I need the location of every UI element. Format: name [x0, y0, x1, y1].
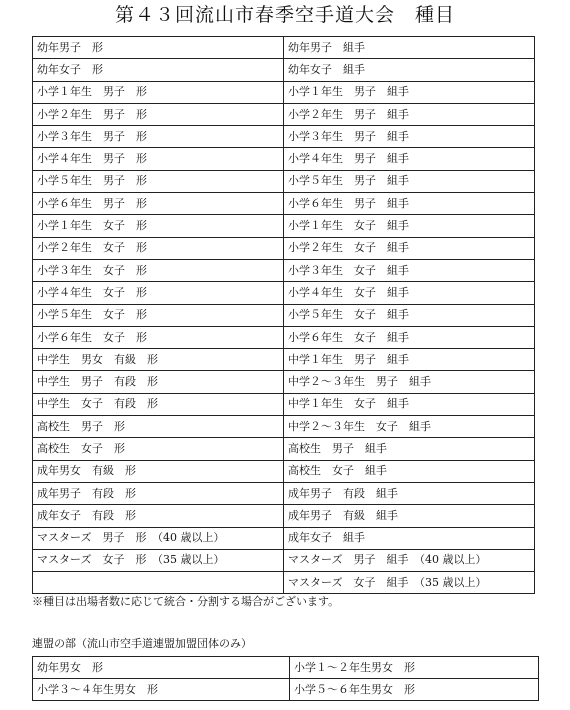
renmei-event-row [33, 679, 539, 701]
kata-event-cell: 中学生 女子 有段 形 [33, 393, 284, 415]
event-row [33, 460, 535, 482]
kumite-event-cell: 小学１年生 女子 組手 [284, 215, 535, 237]
kumite-event-cell: 幼年女子 組手 [284, 59, 535, 81]
kata-event-cell: 小学３〜４年生男女 形 [33, 679, 290, 701]
kata-event-cell: 小学１年生 男子 形 [33, 81, 284, 103]
kata-event-cell: 小学５年生 女子 形 [33, 304, 284, 326]
event-row [33, 326, 535, 348]
event-row [33, 215, 535, 237]
kata-event-cell: 成年女子 有段 形 [33, 505, 284, 527]
kumite-event-cell: マスターズ 男子 組手 （40 歳以上） [284, 549, 535, 571]
kumite-event-cell: 小学２年生 男子 組手 [284, 103, 535, 125]
renmei-table-body [33, 657, 539, 701]
renmei-events-table [32, 656, 539, 701]
kumite-event-cell: マスターズ 女子 組手 （35 歳以上） [284, 572, 535, 594]
kumite-event-cell: 成年男子 有級 組手 [284, 505, 535, 527]
kata-event-cell: 小学４年生 女子 形 [33, 282, 284, 304]
kumite-event-cell: 中学２〜３年生 男子 組手 [284, 371, 535, 393]
event-row [33, 37, 535, 59]
kumite-event-cell: 小学３年生 女子 組手 [284, 259, 535, 281]
event-row [33, 572, 535, 594]
event-row [33, 81, 535, 103]
kumite-event-cell: 中学１年生 女子 組手 [284, 393, 535, 415]
kumite-event-cell: 成年男子 有段 組手 [284, 482, 535, 504]
kata-event-cell: 中学生 男女 有級 形 [33, 349, 284, 371]
event-row [33, 393, 535, 415]
kata-event-cell: 中学生 男子 有段 形 [33, 371, 284, 393]
kumite-event-cell: 小学５年生 女子 組手 [284, 304, 535, 326]
event-row [33, 549, 535, 571]
event-row [33, 304, 535, 326]
event-row [33, 59, 535, 81]
kata-event-cell: 幼年男子 形 [33, 37, 284, 59]
event-row [33, 259, 535, 281]
event-row [33, 505, 535, 527]
events-table-body [33, 37, 535, 594]
kumite-event-cell: 小学１〜２年生男女 形 [290, 657, 539, 679]
kata-event-cell: 小学３年生 男子 形 [33, 126, 284, 148]
kumite-event-cell: 中学２〜３年生 女子 組手 [284, 416, 535, 438]
event-row [33, 282, 535, 304]
kata-event-cell: 小学３年生 女子 形 [33, 259, 284, 281]
event-row [33, 148, 535, 170]
kata-event-cell: 小学４年生 男子 形 [33, 148, 284, 170]
event-row [33, 237, 535, 259]
kumite-event-cell: 幼年男子 組手 [284, 37, 535, 59]
renmei-heading: 連盟の部（流山市空手道連盟加盟団体のみ） [32, 637, 252, 650]
kumite-event-cell: 小学２年生 女子 組手 [284, 237, 535, 259]
kata-event-cell: 小学１年生 女子 形 [33, 215, 284, 237]
kumite-event-cell: 成年女子 組手 [284, 527, 535, 549]
kumite-event-cell: 小学６年生 女子 組手 [284, 326, 535, 348]
event-row [33, 371, 535, 393]
kata-event-cell: マスターズ 女子 形 （35 歳以上） [33, 549, 284, 571]
kata-event-cell: 小学２年生 男子 形 [33, 103, 284, 125]
kata-event-cell: 小学２年生 女子 形 [33, 237, 284, 259]
kata-event-cell: マスターズ 男子 形 （40 歳以上） [33, 527, 284, 549]
event-row [33, 438, 535, 460]
kata-event-cell: 成年男女 有級 形 [33, 460, 284, 482]
note-text: ※種目は出場者数に応じて統合・分割する場合がございます。 [32, 595, 340, 608]
event-row [33, 193, 535, 215]
kumite-event-cell: 小学４年生 男子 組手 [284, 148, 535, 170]
event-row [33, 416, 535, 438]
event-row [33, 103, 535, 125]
kata-event-cell: 成年男子 有段 形 [33, 482, 284, 504]
renmei-event-row [33, 657, 539, 679]
page-title: 第４３回流山市春季空手道大会 種目 [114, 4, 455, 26]
kata-event-cell: 高校生 女子 形 [33, 438, 284, 460]
event-row [33, 482, 535, 504]
kata-event-cell: 幼年女子 形 [33, 59, 284, 81]
events-table [32, 36, 535, 594]
kumite-event-cell: 小学５〜６年生男女 形 [290, 679, 539, 701]
kata-event-cell: 高校生 男子 形 [33, 416, 284, 438]
kumite-event-cell: 高校生 女子 組手 [284, 460, 535, 482]
kata-event-cell: 幼年男女 形 [33, 657, 290, 679]
kumite-event-cell: 中学１年生 男子 組手 [284, 349, 535, 371]
event-row [33, 527, 535, 549]
kumite-event-cell: 小学５年生 男子 組手 [284, 170, 535, 192]
kumite-event-cell: 高校生 男子 組手 [284, 438, 535, 460]
event-row [33, 349, 535, 371]
event-row [33, 170, 535, 192]
kata-event-cell: 小学５年生 男子 形 [33, 170, 284, 192]
kata-event-cell: 小学６年生 女子 形 [33, 326, 284, 348]
kumite-event-cell: 小学１年生 男子 組手 [284, 81, 535, 103]
kumite-event-cell: 小学６年生 男子 組手 [284, 193, 535, 215]
kata-event-cell [33, 572, 284, 594]
kumite-event-cell: 小学４年生 女子 組手 [284, 282, 535, 304]
kumite-event-cell: 小学３年生 男子 組手 [284, 126, 535, 148]
kata-event-cell: 小学６年生 男子 形 [33, 193, 284, 215]
event-row [33, 126, 535, 148]
